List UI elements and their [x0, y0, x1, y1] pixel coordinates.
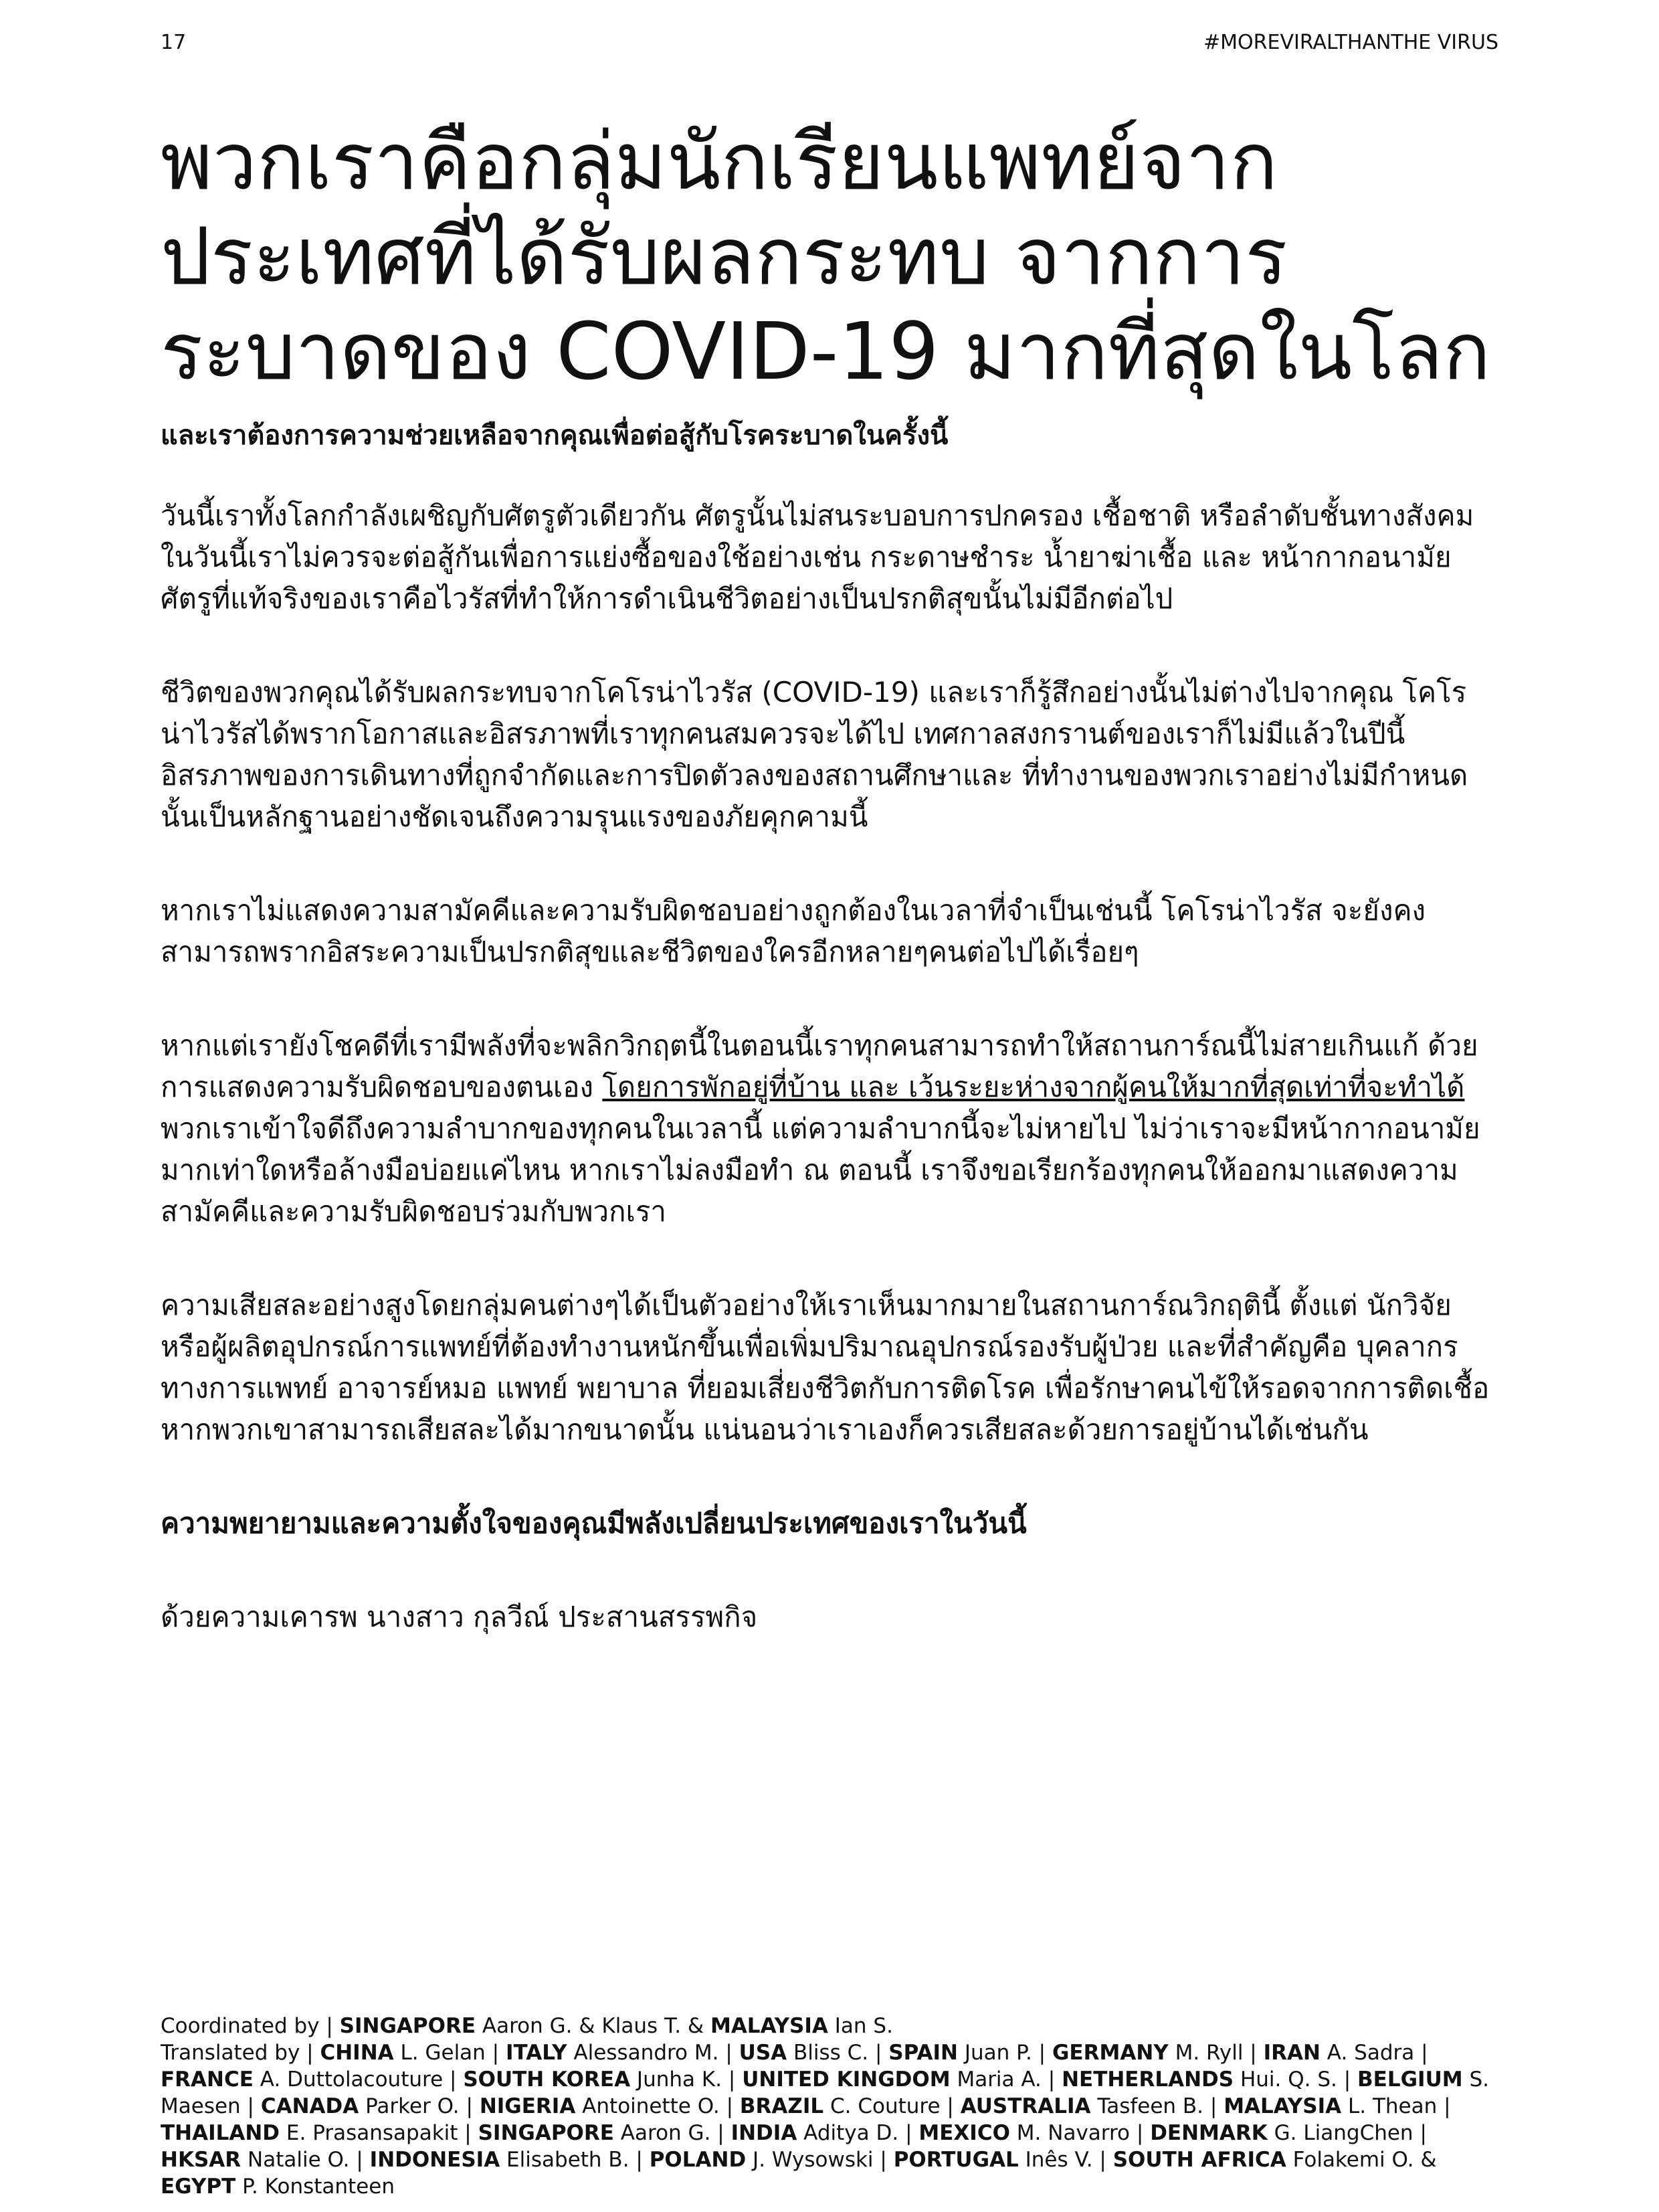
credit-names: Alessandro M. |: [567, 2041, 739, 2065]
credit-names: Parker O. |: [359, 2094, 480, 2118]
credit-country: IRAN: [1263, 2041, 1321, 2065]
title-line-3: ระบาดของ COVID-19 มากที่สุดในโลก: [161, 305, 1491, 397]
credit-names: S. Maesen |: [161, 2067, 1489, 2118]
credit-names: Antoinette O. |: [575, 2094, 740, 2118]
credit-names: A. Duttolacouture |: [253, 2067, 464, 2092]
credit-country: SINGAPORE: [339, 2014, 476, 2038]
credit-country: CANADA: [260, 2094, 359, 2118]
credit-country: SINGAPORE: [478, 2121, 614, 2145]
credit-country: THAILAND: [161, 2121, 280, 2145]
credit-country: USA: [739, 2041, 787, 2065]
translated-label: Translated by |: [161, 2041, 320, 2065]
credit-country: MEXICO: [918, 2121, 1010, 2145]
title-line-2: ประเทศที่ได้รับผลกระทบ จากการ: [161, 210, 1288, 302]
page-number: 17: [161, 31, 187, 54]
credit-names: Inês V. |: [1018, 2148, 1113, 2172]
page-title: [161, 114, 1498, 399]
credit-names: Hui. Q. S. |: [1234, 2067, 1358, 2092]
credit-country: MALAYSIA: [1224, 2094, 1342, 2118]
credit-names: M. Navarro |: [1009, 2121, 1151, 2145]
credit-country: SOUTH AFRICA: [1112, 2148, 1286, 2172]
credit-country: NETHERLANDS: [1062, 2067, 1234, 2092]
credit-names: G. LiangChen |: [1267, 2121, 1427, 2145]
credit-names: Maria A. |: [950, 2067, 1062, 2092]
credit-country: DENMARK: [1150, 2121, 1268, 2145]
closing-statement: ความพยายามและความตั้งใจของคุณมีพลังเปลี่ยนประเทศของเราในวันนี้: [161, 1507, 1027, 1540]
credit-country: CHINA: [320, 2041, 394, 2065]
credit-names: J. Wysowski |: [746, 2148, 894, 2172]
credit-country: MALAYSIA: [710, 2014, 828, 2038]
credit-country: HKSAR: [161, 2148, 241, 2172]
credit-country: SPAIN: [888, 2041, 958, 2065]
subtitle: และเราต้องการความช่วยเหลือจากคุณเพื่อต่อสู้กับโรคระบาดในครั้งนี้: [161, 420, 949, 451]
credit-names: Folakemi O. &: [1286, 2148, 1437, 2172]
credits: [161, 2013, 1505, 2200]
credit-names: Aaron G. |: [613, 2121, 731, 2145]
title-line-1: พวกเราคือกลุ่มนักเรียนแพทย์จาก: [161, 115, 1278, 207]
credit-country: FRANCE: [161, 2067, 254, 2092]
credit-country: AUSTRALIA: [960, 2094, 1091, 2118]
credit-names: L. Thean |: [1341, 2094, 1451, 2118]
signature-line: ด้วยความเคารพ นางสาว กุลวีณ์ ประสานสรรพกิจ: [161, 1600, 758, 1633]
coordinated-by: [161, 2013, 1505, 2039]
credit-country: INDONESIA: [369, 2148, 500, 2172]
paragraph-3: หากเราไม่แสดงความสามัคคีและความรับผิดชอบอย่างถูกต้องในเวลาที่จำเป็นเช่นนี้ โคโรน่าไวรัส จะยังคงสามารถพรากอิสระความเป็นปรกติสุขและชีวิตของใครอีกหลายๆคนต่อไปได้เรื่อยๆ: [161, 894, 1426, 968]
credit-country: INDIA: [730, 2121, 797, 2145]
credit-names: Aaron G. & Klaus T. &: [476, 2014, 710, 2038]
credit-names: E. Prasansapakit |: [280, 2121, 478, 2145]
credit-country: BELGIUM: [1357, 2067, 1463, 2092]
translated-by: [161, 2039, 1505, 2200]
paragraph-4-start: หากแต่เรายังโชคดีที่เรามีพลังที่จะพลิกวิกฤตนี้ในตอนนี้เราทุกคนสามารถทำให้สถานการ์ณนี้ไม่สายเกินแก้ ด้วยการแสดงความรับผิดชอบของตนเอง: [161, 1029, 1478, 1103]
paragraph-1: วันนี้เราทั้งโลกกำลังเผชิญกับศัตรูตัวเดียวกัน ศัตรูนั้นไม่สนระบอบการปกครอง เชื้อชาติ หรือลำดับชั้นทางสังคม ในวันนี้เราไม่ควรจะต่อสู้กันเพื่อการแย่งซื้อของใช้อย่างเช่น กระดาษชำระ น้ำยาฆ่าเชื้อ และ หน้ากากอนามัย ศัตรูที่แท้จริงของเราคือไวรัสที่ทำให้การดำเนินชีวิตอย่างเป็นปรกติสุขนั้นไม่มีอีกต่อไป: [161, 499, 1474, 615]
letter-body: [161, 495, 1498, 1638]
paragraph-4: [161, 1025, 1498, 1232]
coordinated-label: Coordinated by |: [161, 2014, 340, 2038]
credit-country: BRAZIL: [739, 2094, 824, 2118]
credit-country: PORTUGAL: [893, 2148, 1019, 2172]
credit-country: UNITED KINGDOM: [742, 2067, 951, 2092]
paragraph-4-end: พวกเราเข้าใจดีถึงความลำบากของทุกคนในเวลานี้ แต่ความลำบากนี้จะไม่หายไป ไม่ว่าเราจะมีหน้ากากอนามัยมากเท่าใดหรือล้างมือบ่อยแค่ไหน หากเราไม่ลงมือทำ ณ ตอนนี้ เราจึงขอเรียกร้องทุกคนให้ออกมาแสดงความสามัคคีและความรับผิดชอบร่วมกับพวกเรา: [161, 1112, 1480, 1228]
credit-names: Ian S.: [827, 2014, 893, 2038]
credit-country: ITALY: [505, 2041, 567, 2065]
credit-names: M. Ryll |: [1168, 2041, 1264, 2065]
credit-names: Aditya D. |: [797, 2121, 919, 2145]
credit-names: C. Couture |: [823, 2094, 961, 2118]
credit-country: EGYPT: [161, 2175, 236, 2199]
translated-list: [161, 2041, 1489, 2199]
credit-names: Elisabeth B. |: [500, 2148, 650, 2172]
credit-country: SOUTH KOREA: [463, 2067, 631, 2092]
credit-names: P. Konstanteen: [235, 2175, 395, 2199]
credit-names: Natalie O. |: [241, 2148, 370, 2172]
credit-names: Bliss C. |: [787, 2041, 889, 2065]
paragraph-5: ความเสียสละอย่างสูงโดยกลุ่มคนต่างๆได้เป็นตัวอย่างให้เราเห็นมากมายในสถานการ์ณวิกฤตินี้ ตั้งแต่ นักวิจัยหรือผู้ผลิตอุปกรณ์การแพทย์ที่ต้องทำงานหนักขึ้นเพื่อเพิ่มปริมาณอุปกรณ์รองรับผู้ป่วย และที่สำคัญคือ บุคลากรทางการแพทย์ อาจารย์หมอ แพทย์ พยาบาล ที่ยอมเสี่ยงชีวิตกับการติดโรค เพื่อรักษาคนไข้ให้รอดจากการติดเชื้อ หากพวกเขาสามารถเสียสละได้มากขนาดนั้น แน่นอนว่าเราเองก็ควรเสียสละด้วยการอยู่บ้านได้เช่นกัน: [161, 1289, 1490, 1446]
credit-names: Junha K. |: [630, 2067, 743, 2092]
credit-country: GERMANY: [1052, 2041, 1169, 2065]
credit-names: L. Gelan |: [393, 2041, 506, 2065]
coordinated-list: [340, 2014, 893, 2038]
stay-home-underlined-text: โดยการพักอยู่ที่บ้าน และ เว้นระยะห่างจากผู้คนให้มากที่สุดเท่าที่จะทำได้: [602, 1071, 1465, 1103]
credit-names: Tasfeen B. |: [1090, 2094, 1224, 2118]
paragraph-2: ชีวิตของพวกคุณได้รับผลกระทบจากโคโรน่าไวรัส (COVID-19) และเราก็รู้สึกอย่างนั้นไม่ต่างไปจากคุณ โคโรน่าไวรัสได้พรากโอกาสและอิสรภาพที่เราทุกคนสมควรจะได้ไป เทศกาลสงกรานต์ของเราก็ไม่มีแล้วในปีนี้ อิสรภาพของการเดินทางที่ถูกจำกัดและการปิดตัวลงของสถานศึกษาและ ที่ทำงานของพวกเราอย่างไม่มีกำหนดนั้นเป็นหลักฐานอย่างชัดเจนถึงความรุนแรงของภัยคุกคามนี้: [161, 676, 1468, 833]
credit-country: POLAND: [649, 2148, 747, 2172]
campaign-hashtag: #MOREVIRALTHANTHE VIRUS: [1203, 31, 1498, 54]
credit-country: NIGERIA: [479, 2094, 576, 2118]
credit-names: Juan P. |: [957, 2041, 1052, 2065]
credit-names: A. Sadra |: [1320, 2041, 1428, 2065]
